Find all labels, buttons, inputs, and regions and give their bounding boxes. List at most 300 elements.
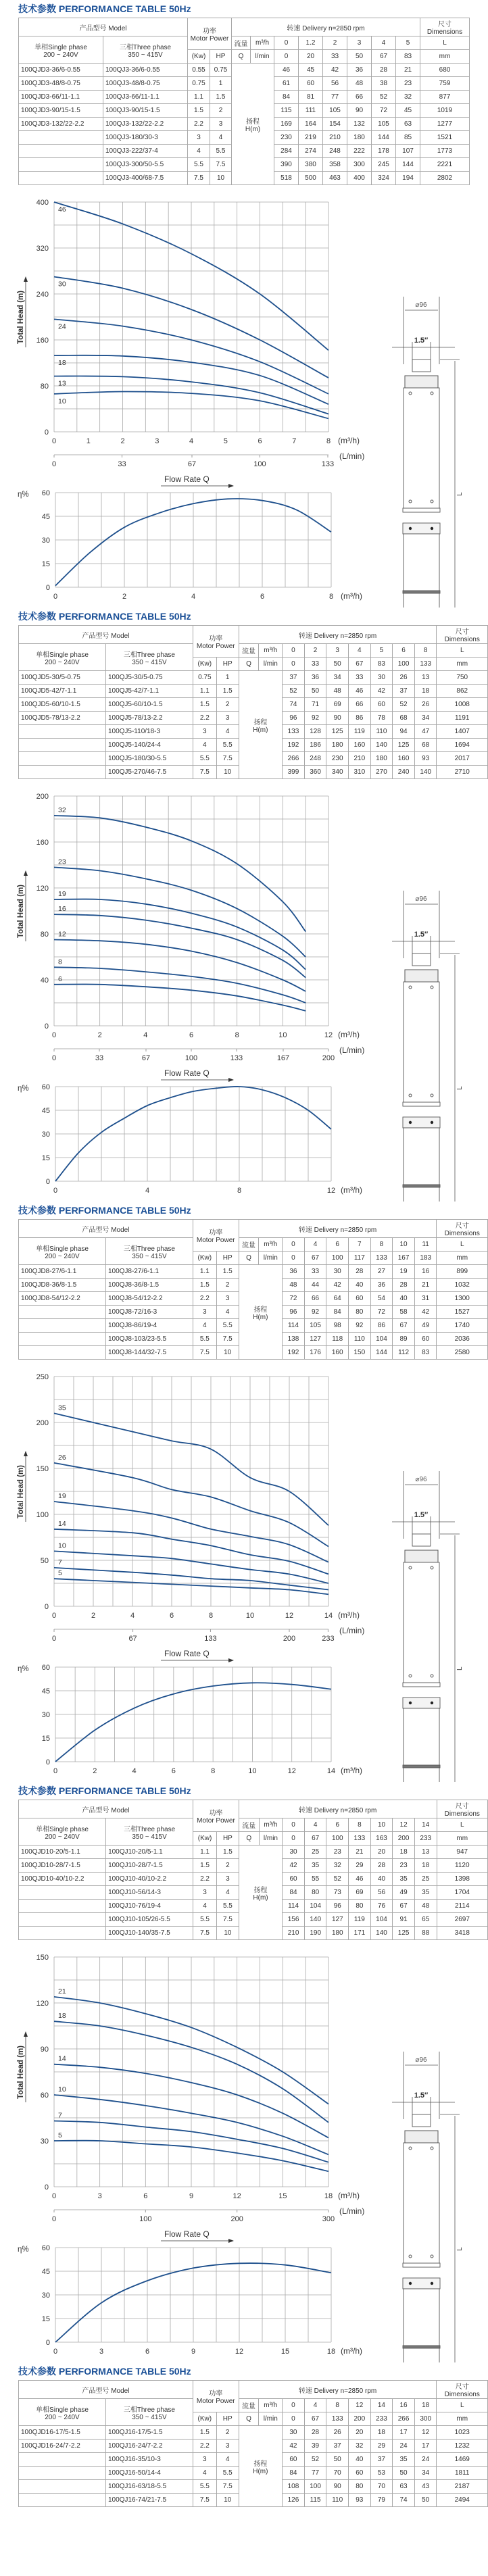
- single-phase-header-line1: 单相Single phase: [36, 1825, 89, 1833]
- three-phase-header: [105, 2399, 193, 2426]
- y-axis-title: η%: [18, 1665, 29, 1673]
- flow-m3h-value: 10: [393, 1238, 415, 1252]
- head-value: 34: [414, 2467, 437, 2480]
- single-phase-model: [19, 739, 106, 752]
- head-value: 114: [283, 1319, 305, 1333]
- curve-stage-label: 8: [58, 958, 62, 966]
- motor-band: [403, 1185, 440, 1187]
- head-value: 140: [414, 766, 437, 779]
- delivery-header: 转速 Delivery n=2850 rpm: [232, 18, 420, 36]
- pump-band: [403, 1698, 440, 1708]
- single-phase-model: [19, 1886, 106, 1900]
- x-tick-label: 6: [169, 1612, 174, 1620]
- head-value: 84: [283, 2467, 305, 2480]
- power-hp: 1: [216, 671, 239, 685]
- cable-guard-bolt-icon: [431, 1121, 433, 1124]
- length-value: 750: [437, 671, 488, 685]
- y-tick-label: 0: [44, 1022, 49, 1031]
- power-kw: 7.5: [193, 766, 216, 779]
- x-unit-label: (m³/h): [338, 1030, 360, 1039]
- three-phase-model: 100QJ3-222/37-4: [103, 145, 188, 158]
- y-tick-label: 60: [41, 2244, 50, 2252]
- pump-head: [405, 1550, 438, 1562]
- head-value: 248: [304, 752, 326, 766]
- header-row: [19, 2399, 488, 2412]
- head-value: 127: [326, 1913, 349, 1927]
- length-value: 2802: [420, 172, 470, 185]
- power-hp: 0.75: [210, 64, 232, 77]
- single-phase-model: 100QJD8-27/6-1.1: [19, 1265, 106, 1279]
- three-phase-model: 100QJ5-60/10-1.5: [105, 698, 193, 712]
- head-value: 105: [304, 1319, 326, 1333]
- head-value: 169: [274, 118, 299, 131]
- flow-lmin-value: 266: [393, 2412, 415, 2426]
- head-label-line1: 扬程: [253, 2460, 268, 2468]
- head-label: [239, 1265, 282, 1360]
- head-value: 89: [393, 1333, 415, 1346]
- head-value: 156: [283, 1913, 305, 1927]
- power-hp: 7.5: [210, 158, 232, 172]
- head-value: 60: [283, 2453, 305, 2467]
- head-value: 108: [283, 2480, 305, 2494]
- head-value: 16: [414, 1265, 437, 1279]
- head-value: 160: [348, 739, 370, 752]
- three-phase-header: [103, 36, 188, 64]
- flow-lmin-value: 100: [393, 658, 415, 671]
- y-tick-label: 80: [40, 382, 49, 391]
- power-kw: 2.2: [193, 1292, 216, 1306]
- single-phase-header: [19, 36, 103, 64]
- power-kw: 0.75: [193, 671, 216, 685]
- head-curve: [54, 985, 306, 1011]
- head-value: 266: [283, 752, 305, 766]
- flow-m3h-value: 4: [304, 1238, 326, 1252]
- length-value: 1398: [437, 1873, 487, 1886]
- head-value: 125: [393, 739, 415, 752]
- x-tick-label: 10: [245, 1612, 255, 1620]
- head-value: 42: [323, 64, 347, 77]
- dimensions-header: [420, 18, 470, 36]
- y-tick-label: 30: [40, 2137, 49, 2146]
- power-kw: 4: [193, 1900, 217, 1913]
- head-value: 48: [326, 685, 349, 698]
- pump-head: [405, 376, 438, 388]
- dimensions-header-line2: Dimensions: [426, 28, 463, 36]
- x-tick-label: 8: [235, 1031, 239, 1039]
- head-value: 270: [370, 766, 393, 779]
- y-axis-title: Total Head (m): [17, 2045, 25, 2099]
- head-value: 110: [348, 1333, 370, 1346]
- curve-stage-label: 7: [58, 1558, 62, 1566]
- head-value: 17: [393, 2426, 415, 2439]
- three-phase-model: 100QJ10-20/5-1.1: [106, 1846, 193, 1859]
- power-hp: 1.5: [216, 685, 239, 698]
- lmin-tick-label: 33: [95, 1054, 104, 1062]
- curve-charts: [0, 779, 379, 1202]
- three-phase-model: 100QJ5-78/13-2.2: [105, 712, 193, 725]
- performance-curves: [0, 1360, 488, 1782]
- power-kw: 3: [193, 2453, 216, 2467]
- power-hp: 1.5: [210, 91, 232, 104]
- y-tick-label: 15: [41, 560, 50, 568]
- flow-unit-m3h: m³/h: [259, 1238, 283, 1252]
- diameter-label: ⌀96: [415, 1476, 427, 1483]
- length-label: L: [456, 1086, 464, 1090]
- head-value: 160: [393, 752, 415, 766]
- head-value: 127: [304, 1333, 326, 1346]
- head-value: 132: [347, 118, 372, 131]
- head-value: 56: [323, 77, 347, 91]
- flow-m3h-value: 8: [370, 1238, 393, 1252]
- lmin-tick-label: 67: [187, 460, 197, 468]
- single-phase-model: [19, 752, 106, 766]
- pump-band: [403, 1683, 440, 1687]
- header-row: [19, 36, 470, 50]
- single-phase-header-line2: 200 ~ 240V: [45, 1833, 80, 1841]
- lmin-tick-label: 100: [185, 1054, 198, 1062]
- y-tick-label: 400: [36, 199, 49, 207]
- x-tick-label: 18: [326, 2348, 336, 2356]
- power-kw: 2.2: [193, 712, 216, 725]
- efficiency-chart: [18, 1083, 362, 1195]
- flow-lmin-value: 200: [393, 1832, 415, 1846]
- flow-m3h-value: 4: [304, 2399, 326, 2412]
- model-header: 产品型号 Model: [19, 626, 193, 644]
- flow-label: 流量: [239, 1238, 259, 1252]
- flow-m3h-value: 2: [304, 644, 326, 658]
- power-kw: 1.5: [193, 1859, 217, 1873]
- head-value: 360: [304, 766, 326, 779]
- head-label-line2: H(m): [245, 125, 261, 133]
- head-value: 64: [326, 1292, 349, 1306]
- flow-label: 流量: [239, 1818, 259, 1832]
- length-value: 877: [420, 91, 470, 104]
- power-kw: 4: [193, 2467, 216, 2480]
- x-tick-label: 14: [326, 1767, 336, 1775]
- length-unit: mm: [437, 1252, 488, 1265]
- y-tick-label: 80: [40, 931, 49, 939]
- x-unit-label: (m³/h): [338, 1610, 360, 1620]
- head-value: 72: [370, 1306, 393, 1319]
- three-phase-model: 100QJ8-103/23-5.5: [105, 1333, 193, 1346]
- bolt-icon: [409, 1675, 412, 1677]
- x-tick-label: 0: [53, 1767, 58, 1775]
- y-tick-label: 160: [36, 839, 49, 847]
- head-value: 42: [414, 1306, 437, 1319]
- single-phase-model: [19, 172, 103, 185]
- y-tick-label: 50: [40, 1557, 49, 1565]
- flow-m3h-value: 12: [393, 1818, 415, 1832]
- flow-lmin-value: 0: [283, 1832, 305, 1846]
- single-phase-header-line1: 单相Single phase: [34, 43, 87, 51]
- head-value: 29: [370, 2439, 393, 2453]
- x-tick-label: 6: [171, 1767, 176, 1775]
- length-value: 1811: [437, 2467, 488, 2480]
- head-value: 176: [304, 1346, 326, 1360]
- head-value: 74: [283, 698, 305, 712]
- power-hp: 7.5: [216, 1333, 239, 1346]
- head-value: 358: [323, 158, 347, 172]
- y-tick-label: 250: [36, 1373, 49, 1381]
- head-value: 230: [274, 131, 299, 145]
- arrowhead-icon: [24, 1451, 28, 1456]
- head-value: 70: [326, 2467, 349, 2480]
- head-value: 60: [348, 2467, 370, 2480]
- length-value: 2494: [437, 2494, 488, 2507]
- kw-header: (Kw): [193, 1832, 217, 1846]
- head-value: 90: [326, 2480, 349, 2494]
- head-value: 46: [274, 64, 299, 77]
- bolt-icon: [431, 1094, 433, 1097]
- x-tick-label: 6: [145, 2348, 150, 2356]
- head-value: 240: [393, 766, 415, 779]
- power-kw: 2.2: [193, 2439, 216, 2453]
- x-tick-label: 3: [155, 437, 160, 445]
- x-tick-label: 4: [145, 1187, 150, 1195]
- head-value: 90: [326, 712, 349, 725]
- head-value: 34: [414, 712, 437, 725]
- dimensions-header-line1: 尺寸: [455, 628, 469, 636]
- curve-stage-label: 7: [58, 2111, 62, 2120]
- power-hp: 5.5: [216, 739, 239, 752]
- power-hp: 5.5: [216, 2467, 239, 2480]
- power-kw: 1.5: [193, 698, 216, 712]
- pump-band: [403, 508, 440, 512]
- motor-power-header-line2: Motor Power: [190, 35, 229, 43]
- power-hp: 4: [210, 131, 232, 145]
- three-phase-model: 100QJ3-400/68-7.5: [103, 172, 188, 185]
- head-value: 300: [347, 158, 372, 172]
- x-tick-label: 0: [51, 1031, 57, 1039]
- head-value: 50: [304, 685, 326, 698]
- head-value: 71: [304, 698, 326, 712]
- head-value: 42: [283, 1859, 305, 1873]
- head-value: 111: [299, 104, 323, 118]
- head-value: 53: [370, 2467, 393, 2480]
- arrowhead-icon: [228, 484, 234, 488]
- arrowhead-icon: [24, 276, 28, 282]
- head-value: 248: [323, 145, 347, 158]
- three-phase-model: 100QJ5-42/7-1.1: [105, 685, 193, 698]
- lmin-tick-label: 0: [51, 460, 57, 468]
- flow-lmin-value: 83: [396, 50, 420, 64]
- dimensions-header-line1: 尺寸: [438, 21, 452, 28]
- head-value: 104: [304, 1900, 326, 1913]
- head-value: 133: [283, 725, 305, 739]
- flow-lmin-value: 20: [299, 50, 323, 64]
- head-label-line2: H(m): [253, 1893, 268, 1902]
- x-tick-label: 0: [51, 437, 57, 445]
- flow-unit-m3h: m³/h: [259, 2399, 283, 2412]
- flow-m3h-value: 0: [283, 1818, 305, 1832]
- x-tick-label: 0: [53, 593, 58, 601]
- length-value: 1023: [437, 2426, 488, 2439]
- cable-guard-bolt-icon: [431, 1702, 433, 1704]
- motor-power-header-line1: 功率: [209, 1810, 223, 1817]
- head-value: 40: [393, 1292, 415, 1306]
- power-hp: 7.5: [216, 1913, 239, 1927]
- x-axis-title: Flow Rate Q: [164, 2229, 210, 2239]
- flow-label: 流量: [232, 36, 251, 50]
- head-value: 210: [283, 1927, 305, 1940]
- lmin-tick-label: 200: [230, 2215, 243, 2223]
- y-tick-label: 60: [40, 2091, 49, 2100]
- x-tick-label: 2: [93, 1767, 97, 1775]
- pump-band: [403, 2278, 440, 2289]
- efficiency-chart: [18, 489, 362, 601]
- head-value: 23: [396, 77, 420, 91]
- single-phase-header: [19, 2399, 106, 2426]
- three-phase-model: 100QJ8-86/19-4: [105, 1319, 193, 1333]
- head-value: 140: [370, 1927, 393, 1940]
- three-phase-model: 100QJ10-140/35-7.5: [106, 1927, 193, 1940]
- single-phase-header: [19, 1238, 106, 1265]
- head-value: 35: [393, 1873, 415, 1886]
- curve-stage-label: 13: [58, 379, 66, 388]
- model-header: 产品型号 Model: [19, 1220, 193, 1238]
- x-tick-label: 4: [191, 593, 196, 601]
- head-value: 35: [414, 1886, 437, 1900]
- head-value: 56: [370, 1886, 393, 1900]
- flow-unit-lmin: l/min: [259, 658, 283, 671]
- outlet-fitting: [412, 2114, 431, 2127]
- head-value: 84: [274, 91, 299, 104]
- flow-m3h-value: 0: [283, 2399, 305, 2412]
- header-row: [19, 1818, 488, 1832]
- power-hp: 2: [216, 1859, 239, 1873]
- head-label-line1: 扬程: [253, 718, 268, 726]
- flow-lmin-value: 67: [304, 1832, 326, 1846]
- head-value: 340: [326, 766, 349, 779]
- arrowhead-icon: [228, 2239, 234, 2243]
- head-value: 48: [283, 1279, 305, 1292]
- lmin-tick-label: 67: [128, 1635, 137, 1643]
- head-value: 80: [349, 1900, 371, 1913]
- performance-table: [18, 1219, 488, 1360]
- head-value: 154: [323, 118, 347, 131]
- flow-m3h-value: 8: [414, 644, 437, 658]
- dimensions-header-line1: 尺寸: [455, 1222, 469, 1230]
- three-phase-model: 100QJ3-36/6-0.55: [103, 64, 188, 77]
- three-phase-model: 100QJ10-76/19-4: [106, 1900, 193, 1913]
- three-phase-model: 100QJ10-105/26-5.5: [106, 1913, 193, 1927]
- flow-m3h-value: 12: [348, 2399, 370, 2412]
- head-label-line1: 扬程: [253, 1306, 268, 1314]
- curve-stage-label: 19: [58, 1491, 66, 1500]
- head-value: 18: [370, 2426, 393, 2439]
- length-value: 1032: [437, 1279, 488, 1292]
- power-kw: 1.5: [193, 2426, 216, 2439]
- motor-body: [404, 2289, 439, 2362]
- performance-table: [18, 2380, 488, 2507]
- head-value: 68: [414, 739, 437, 752]
- flow-m3h-value: 5: [370, 644, 393, 658]
- section-title: 技术参数 PERFORMANCE TABLE 50Hz: [18, 1785, 191, 1796]
- head-value: 96: [326, 1900, 349, 1913]
- lmin-tick-label: 233: [322, 1635, 335, 1643]
- flow-lmin-value: 0: [274, 50, 299, 64]
- head-value: 35: [304, 1859, 326, 1873]
- x-tick-label: 8: [211, 1767, 216, 1775]
- head-value: 21: [396, 64, 420, 77]
- head-value: 400: [347, 172, 372, 185]
- head-value: 178: [372, 145, 396, 158]
- head-value: 28: [304, 2426, 326, 2439]
- dimensions-header-line2: Dimensions: [444, 2391, 480, 2398]
- power-hp: 10: [216, 1927, 239, 1940]
- head-value: 18: [414, 685, 437, 698]
- y-tick-label: 120: [36, 885, 49, 893]
- single-phase-model: 100QJD10-20/5-1.1: [19, 1846, 106, 1859]
- power-kw: 5.5: [193, 1913, 217, 1927]
- length-value: 1008: [437, 698, 488, 712]
- three-phase-model: 100QJ16-24/7-2.2: [105, 2439, 193, 2453]
- x-tick-label: 4: [130, 1612, 135, 1620]
- x-tick-label: 14: [324, 1612, 333, 1620]
- cable-guard-bolt-icon: [409, 1121, 412, 1124]
- header-row: [19, 18, 470, 36]
- x-tick-label: 12: [233, 2192, 241, 2200]
- head-value: 36: [304, 671, 326, 685]
- y-axis-title: Total Head (m): [17, 290, 25, 344]
- head-value: 115: [274, 104, 299, 118]
- curve-stage-label: 23: [58, 858, 66, 866]
- length-label: L: [456, 2247, 464, 2251]
- dimensions-header: [437, 2381, 488, 2399]
- y-tick-label: 15: [41, 1735, 50, 1743]
- head-label-line2: H(m): [253, 1313, 268, 1321]
- motor-power-header-line1: 功率: [203, 28, 216, 35]
- head-value: 49: [414, 1319, 437, 1333]
- length-value: 2697: [437, 1913, 487, 1927]
- bolt-icon: [409, 986, 412, 989]
- head-value: 60: [348, 1292, 370, 1306]
- three-phase-header: [105, 644, 193, 671]
- delivery-header: 转速 Delivery n=2850 rpm: [239, 1800, 437, 1818]
- curve-charts: [0, 185, 379, 608]
- three-phase-model: 100QJ3-90/15-1.5: [103, 104, 188, 118]
- section-title: 技术参数 PERFORMANCE TABLE 50Hz: [18, 611, 191, 622]
- flow-lmin-value: 83: [370, 658, 393, 671]
- head-value: 50: [326, 2453, 349, 2467]
- lmin-tick-label: 67: [141, 1054, 151, 1062]
- length-header: L: [437, 1238, 488, 1252]
- flow-unit-lmin: l/min: [259, 1832, 283, 1846]
- x-tick-label: 15: [278, 2192, 287, 2200]
- header-row: [19, 2381, 488, 2399]
- head-curve: [54, 940, 306, 992]
- lmin-tick-label: 100: [139, 2215, 152, 2223]
- head-value: 192: [283, 739, 305, 752]
- head-value: 26: [326, 2426, 349, 2439]
- flow-unit-lmin: l/min: [259, 1252, 283, 1265]
- performance-curves: [0, 779, 488, 1202]
- power-kw: 5.5: [193, 752, 216, 766]
- y-tick-label: 0: [44, 1603, 49, 1611]
- outlet-size-label: 1.5″: [414, 1511, 429, 1519]
- flow-lmin-value: 133: [349, 1832, 371, 1846]
- head-value: 66: [348, 698, 370, 712]
- lmin-tick-label: 300: [322, 2215, 335, 2223]
- head-value: 60: [370, 698, 393, 712]
- power-hp: 4: [216, 1886, 239, 1900]
- dimensions-header-line2: Dimensions: [444, 636, 480, 643]
- power-kw: 5.5: [193, 2480, 216, 2494]
- y-axis-title: η%: [18, 491, 29, 499]
- flow-m3h-value: 4: [348, 644, 370, 658]
- flow-m3h-value: 0: [283, 1238, 305, 1252]
- x-tick-label: 10: [248, 1767, 257, 1775]
